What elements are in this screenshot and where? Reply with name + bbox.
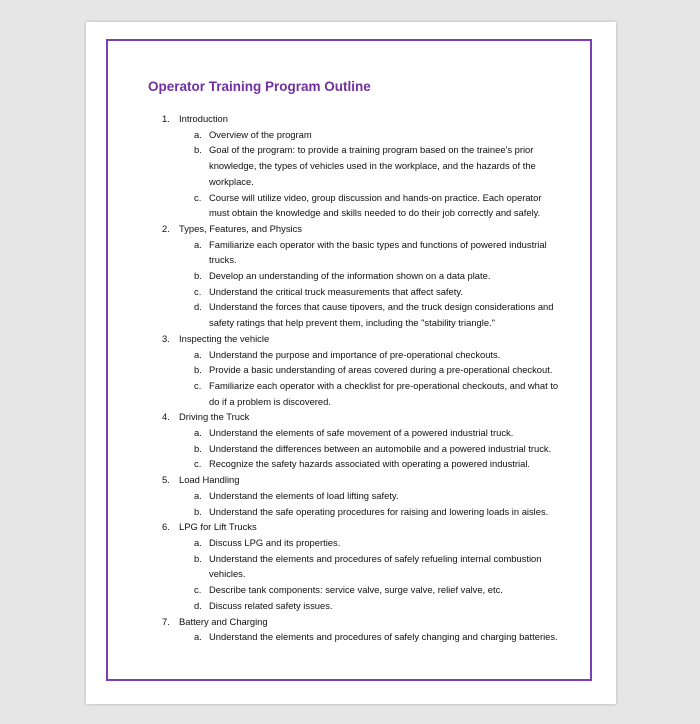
outline-section: [162, 472, 562, 519]
section-heading: [162, 221, 562, 237]
subitem-text: Familiarize each operator with a checklist for pre-operational checkouts, and what to do if a problem is discovered.: [209, 379, 559, 407]
outline-subitem: [162, 268, 562, 284]
subitem-text: Understand the purpose and importance of pre-operational checkouts.: [209, 348, 501, 360]
outline-subitem: [162, 378, 562, 409]
subitem-letter: c.: [194, 191, 202, 203]
subitem-list: [162, 347, 562, 410]
outline-subitem: [162, 598, 562, 614]
subitem-text: Recognize the safety hazards associated with operating a powered industrial.: [209, 458, 531, 470]
document-page: [86, 22, 616, 704]
section-number: 4.: [162, 411, 170, 423]
section-heading: [162, 331, 562, 347]
subitem-letter: a.: [194, 348, 202, 360]
subitem-text: Understand the elements of safe movement of a powered industrial truck.: [209, 427, 514, 439]
section-title: Load Handling: [179, 474, 240, 486]
section-title: Types, Features, and Physics: [179, 222, 302, 234]
subitem-text: Provide a basic understanding of areas covered during a pre-operational checkout.: [209, 364, 553, 376]
subitem-text: Course will utilize video, group discussion and hands-on practice. Each operator must obtain the knowledge and skills needed to do their job correctly and safely.: [209, 191, 542, 219]
subitem-text: Understand the safe operating procedures for raising and lowering loads in aisles.: [209, 505, 549, 517]
document-title: Operator Training Program Outline: [148, 79, 371, 94]
outline-subitem: [162, 488, 562, 504]
section-title: Inspecting the vehicle: [179, 332, 270, 344]
section-title: Driving the Truck: [179, 411, 250, 423]
subitem-letter: a.: [194, 536, 202, 548]
subitem-letter: b.: [194, 270, 202, 282]
subitem-letter: d.: [194, 301, 202, 313]
outline-subitem: [162, 237, 562, 268]
subitem-letter: b.: [194, 552, 202, 564]
outline-subitem: [162, 629, 562, 645]
outline-subitem: [162, 441, 562, 457]
outline-subitem: [162, 284, 562, 300]
section-number: 5.: [162, 474, 170, 486]
subitem-letter: a.: [194, 238, 202, 250]
outline-subitem: [162, 127, 562, 143]
subitem-letter: c.: [194, 584, 202, 596]
subitem-letter: b.: [194, 442, 202, 454]
subitem-text: Understand the elements and procedures of safely changing and charging batteries.: [209, 631, 558, 643]
subitem-letter: c.: [194, 379, 202, 391]
subitem-letter: b.: [194, 505, 202, 517]
subitem-text: Understand the elements and procedures of safely refueling internal combustion vehicles.: [209, 552, 542, 580]
outline-subitem: [162, 535, 562, 551]
subitem-text: Describe tank components: service valve, surge valve, relief valve, etc.: [209, 584, 503, 596]
subitem-text: Understand the forces that cause tipovers, and the truck design considerations and safety ratings that help prevent them, including the "stability triangle.": [209, 301, 554, 329]
section-number: 7.: [162, 615, 170, 627]
section-title: Introduction: [179, 113, 228, 124]
subitem-text: Familiarize each operator with the basic types and functions of powered industrial trucks.: [209, 238, 547, 266]
outline-subitem: [162, 190, 562, 221]
section-number: 3.: [162, 332, 170, 344]
outline-subitem: [162, 347, 562, 363]
outline-section: [162, 221, 562, 331]
subitem-letter: a.: [194, 128, 202, 140]
subitem-text: Understand the critical truck measurements that affect safety.: [209, 285, 463, 297]
subitem-text: Understand the differences between an automobile and a powered industrial truck.: [209, 442, 552, 454]
outline-section: [162, 111, 562, 221]
outline-subitem: [162, 142, 562, 189]
subitem-list: [162, 535, 562, 614]
subitem-letter: b.: [194, 364, 202, 376]
subitem-list: [162, 127, 562, 221]
section-number: 1.: [162, 113, 170, 124]
section-heading: [162, 519, 562, 535]
outline-section: [162, 519, 562, 613]
subitem-letter: c.: [194, 458, 202, 470]
outline-list: [162, 111, 562, 645]
subitem-letter: a.: [194, 427, 202, 439]
outline-subitem: [162, 425, 562, 441]
section-heading: [162, 614, 562, 630]
section-number: 2.: [162, 222, 170, 234]
subitem-text: Overview of the program: [209, 128, 312, 140]
outline-section: [162, 409, 562, 472]
subitem-list: [162, 629, 562, 645]
section-heading: [162, 111, 562, 127]
subitem-text: Develop an understanding of the information shown on a data plate.: [209, 270, 491, 282]
outline-subitem: [162, 362, 562, 378]
subitem-letter: d.: [194, 599, 202, 611]
outline-subitem: [162, 551, 562, 582]
outline-subitem: [162, 299, 562, 330]
subitem-letter: a.: [194, 631, 202, 643]
outline-section: [162, 614, 562, 645]
outline-subitem: [162, 504, 562, 520]
subitem-letter: c.: [194, 285, 202, 297]
subitem-text: Discuss LPG and its properties.: [209, 536, 341, 548]
section-title: LPG for Lift Trucks: [179, 521, 257, 533]
subitem-letter: b.: [194, 144, 202, 156]
subitem-list: [162, 488, 562, 519]
outline-subitem: [162, 582, 562, 598]
outline-section: [162, 331, 562, 410]
subitem-text: Understand the elements of load lifting safety.: [209, 489, 399, 501]
section-heading: [162, 409, 562, 425]
subitem-letter: a.: [194, 489, 202, 501]
section-number: 6.: [162, 521, 170, 533]
outline-subitem: [162, 456, 562, 472]
subitem-text: Discuss related safety issues.: [209, 599, 333, 611]
section-title: Battery and Charging: [179, 615, 268, 627]
subitem-list: [162, 237, 562, 331]
subitem-text: Goal of the program: to provide a training program based on the trainee's prior knowledge, the types of vehicles used in the workplace, and the hazards of the workplace.: [209, 144, 536, 187]
subitem-list: [162, 425, 562, 472]
section-heading: [162, 472, 562, 488]
